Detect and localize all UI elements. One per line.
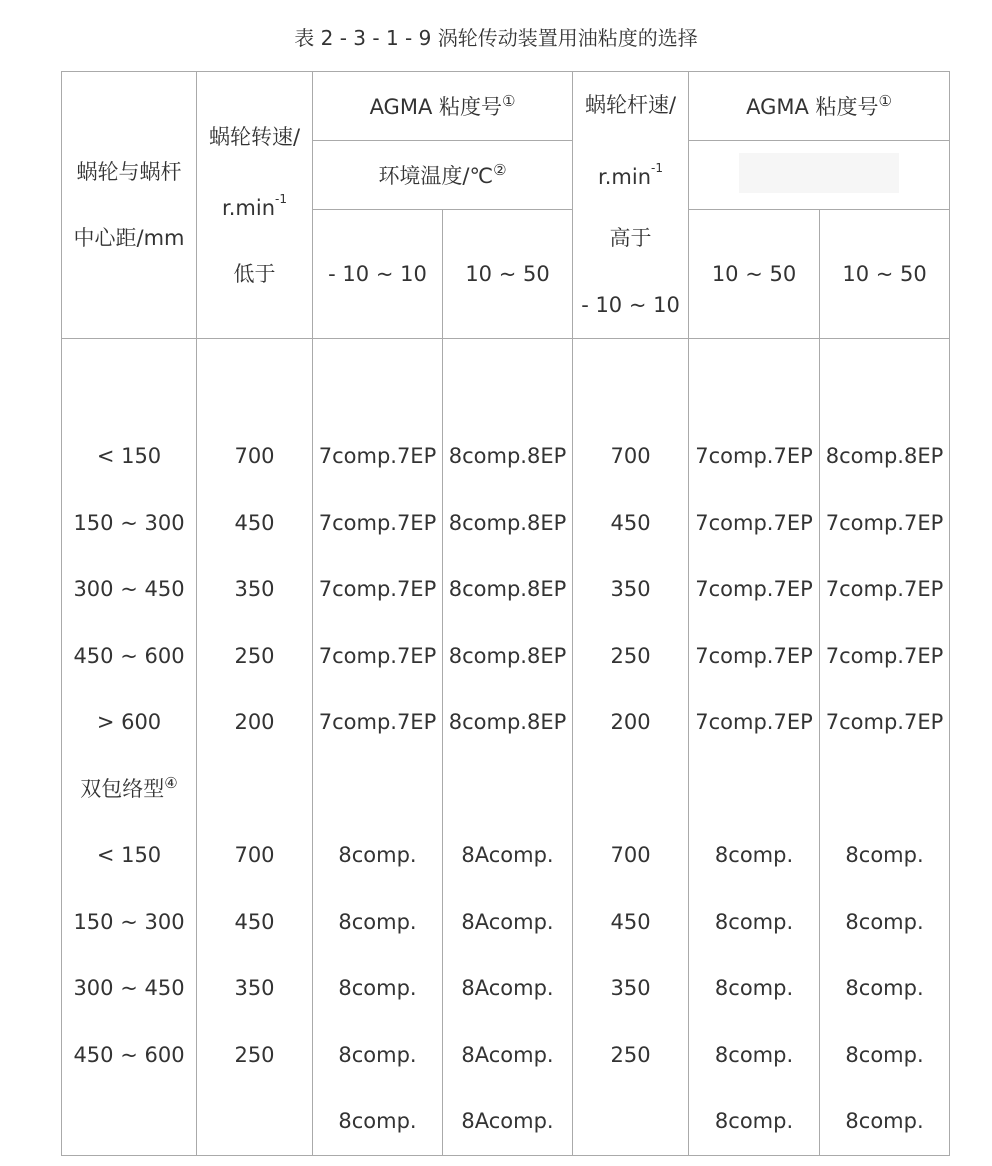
header-agma-left: AGMA 粘度号①	[313, 72, 573, 141]
cell-agma: 8comp.	[338, 1109, 417, 1133]
cell-distance: 150 ~ 300	[73, 510, 185, 535]
cell-agma: 7comp.7EP	[695, 710, 813, 734]
cell-agma: 8comp.	[338, 843, 417, 867]
header-worm-speed-unit: $r.\min^{-1}$	[598, 160, 663, 189]
header-center-distance-line1: 蜗轮与蜗杆	[76, 160, 182, 184]
column-agma-low-temp	[313, 339, 443, 1156]
cell-agma: 7comp.7EP	[825, 510, 944, 535]
cell-agma: 7comp.7EP	[318, 444, 437, 468]
cell-worm-speed: 250	[610, 1042, 651, 1067]
cell-distance: < 150	[96, 444, 162, 468]
header-below: 低于	[233, 261, 276, 286]
cell-worm-speed: 200	[610, 710, 651, 734]
cell-agma: 8comp.	[714, 909, 794, 934]
cell-agma: 8Acomp.	[461, 976, 554, 1000]
cell-wheel-speed: 350	[234, 976, 275, 1000]
header-wheel-speed-label: 蜗轮转速/	[208, 124, 301, 149]
cell-agma: 7comp.7EP	[695, 444, 813, 468]
cell-agma: 7comp.7EP	[825, 577, 944, 601]
cell-agma: 8comp.	[338, 1042, 417, 1067]
double-envelope-label: 双包络型④	[80, 773, 178, 801]
cell-worm-speed: 700	[610, 843, 651, 867]
cell-agma: 8comp.	[338, 909, 417, 934]
cell-agma: 8comp.	[845, 1042, 924, 1067]
header-center-distance-line2: 中心距/mm	[73, 226, 185, 250]
cell-agma: 7comp.7EP	[695, 577, 813, 601]
footnote-1-marker: ①	[502, 92, 516, 110]
cell-agma: 7comp.7EP	[318, 643, 437, 668]
cell-distance: > 600	[96, 710, 162, 734]
cell-worm-speed: 350	[610, 976, 651, 1000]
viscosity-table	[61, 71, 950, 1156]
cell-distance: 450 ~ 600	[73, 1042, 185, 1067]
cell-agma: 8comp.8EP	[825, 444, 944, 468]
header-blurred-cell	[689, 141, 950, 210]
body-row	[62, 339, 950, 1156]
cell-agma: 7comp.7EP	[825, 710, 944, 734]
footnote-2-marker: ②	[493, 161, 507, 179]
header-temp-range-4: 10 ~ 50	[820, 210, 950, 339]
table-title: 表 2 - 3 - 1 - 9 涡轮传动装置用油粘度的选择	[294, 26, 698, 50]
cell-agma: 8comp.8EP	[448, 510, 567, 535]
cell-agma: 8comp.	[714, 843, 794, 867]
header-above: 高于	[609, 226, 652, 250]
cell-wheel-speed: 450	[234, 909, 275, 934]
column-agma-high-temp	[443, 339, 573, 1156]
cell-agma: 8comp.8EP	[448, 577, 567, 601]
cell-agma: 8Acomp.	[461, 1042, 554, 1067]
cell-worm-speed: 450	[610, 909, 651, 934]
cell-agma: 8comp.	[845, 909, 924, 934]
cell-distance: 150 ~ 300	[73, 909, 185, 934]
header-above-value: - 10 ~ 10	[581, 292, 680, 317]
cell-agma: 8Acomp.	[461, 909, 554, 934]
cell-agma: 8comp.	[845, 1109, 924, 1133]
cell-agma: 7comp.7EP	[825, 643, 944, 668]
cell-agma: 7comp.7EP	[318, 510, 437, 535]
cell-agma: 8comp.	[714, 1042, 794, 1067]
header-ambient-temp: 环境温度/℃②	[313, 141, 573, 210]
header-row-1	[62, 72, 950, 141]
header-temp-range-3: 10 ~ 50	[689, 210, 820, 339]
cell-agma: 8Acomp.	[461, 843, 554, 867]
cell-agma: 8comp.	[845, 843, 924, 867]
column-worm-speed	[573, 339, 689, 1156]
column-center-distance	[62, 339, 197, 1156]
cell-agma: 7comp.7EP	[695, 643, 813, 668]
cell-agma: 8Acomp.	[461, 1109, 554, 1133]
header-center-distance	[62, 72, 197, 339]
cell-agma: 8comp.8EP	[448, 710, 567, 734]
cell-wheel-speed: 250	[234, 1042, 275, 1067]
cell-wheel-speed: 350	[234, 577, 275, 601]
cell-worm-speed: 350	[610, 577, 651, 601]
cell-agma: 8comp.8EP	[448, 643, 567, 668]
header-temp-range-1: - 10 ~ 10	[313, 210, 443, 339]
cell-agma: 8comp.	[338, 976, 417, 1000]
cell-worm-speed: 450	[610, 510, 651, 535]
cell-agma: 8comp.	[845, 976, 924, 1000]
cell-wheel-speed: 200	[234, 710, 275, 734]
cell-distance: 300 ~ 450	[73, 577, 185, 601]
cell-distance: 450 ~ 600	[73, 643, 185, 668]
header-worm-speed-label: 蜗轮杆速/	[584, 93, 677, 117]
column-agma-right-2	[820, 339, 950, 1156]
cell-agma: 7comp.7EP	[695, 510, 813, 535]
column-agma-right-1	[689, 339, 820, 1156]
cell-wheel-speed: 700	[234, 444, 275, 468]
cell-wheel-speed: 450	[234, 510, 275, 535]
cell-agma: 7comp.7EP	[318, 710, 437, 734]
cell-worm-speed: 250	[610, 643, 651, 668]
header-wheel-speed-unit: $r.\min^{-1}$	[222, 191, 287, 220]
cell-worm-speed: 700	[610, 444, 651, 468]
cell-wheel-speed: 250	[234, 643, 275, 668]
header-agma-right: AGMA 粘度号①	[689, 72, 950, 141]
cell-wheel-speed: 700	[234, 843, 275, 867]
cell-distance: < 150	[96, 843, 162, 867]
cell-agma: 8comp.	[714, 1109, 794, 1133]
footnote-1-marker-right: ①	[878, 92, 892, 110]
column-wheel-speed	[197, 339, 313, 1156]
footnote-4-marker: ④	[164, 773, 178, 792]
blurred-region	[739, 153, 899, 193]
cell-agma: 8comp.8EP	[448, 444, 567, 468]
cell-agma: 8comp.	[714, 976, 794, 1000]
cell-distance: 300 ~ 450	[73, 976, 185, 1000]
header-temp-range-2: 10 ~ 50	[443, 210, 573, 339]
header-wheel-speed	[197, 72, 313, 339]
header-worm-speed	[573, 72, 689, 339]
cell-agma: 7comp.7EP	[318, 577, 437, 601]
